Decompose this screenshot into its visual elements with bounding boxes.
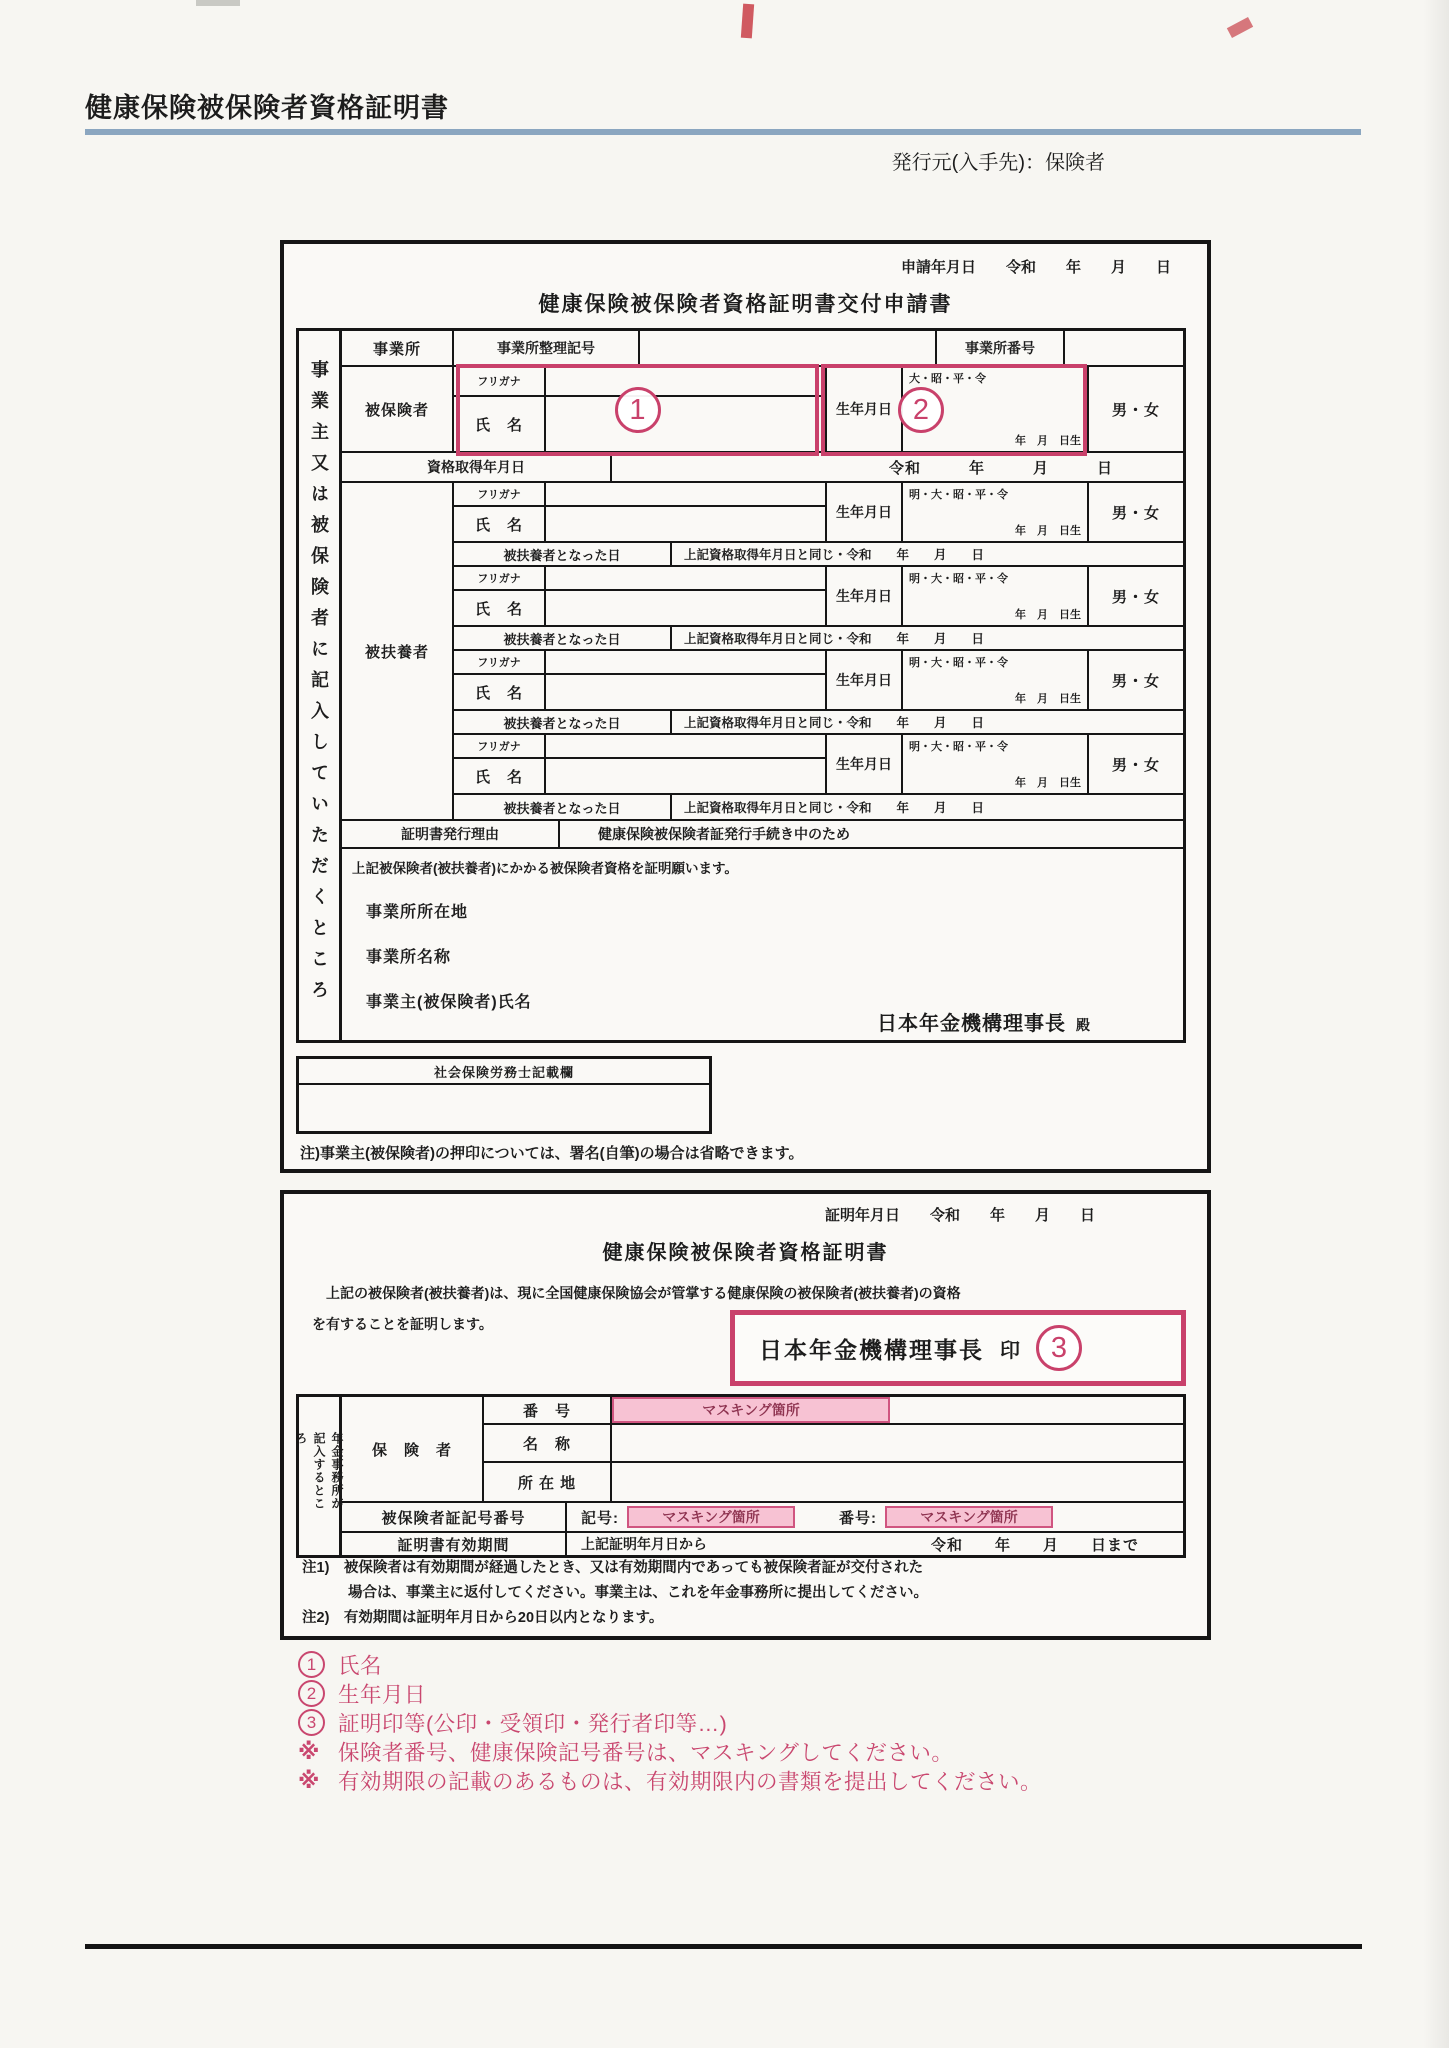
issuer-label: 発行元(入手先)：保険者 [891,152,1105,174]
office-code-label: 事業所整理記号 [454,331,640,365]
application-statement: 上記被保険者(被扶養者)にかかる被保険者資格を証明願います。 [352,861,738,876]
insurer-name-label: 名 称 [484,1425,612,1461]
legend-item: 3 証明印等(公印・受領印・発行者印等…) [298,1708,1042,1737]
dependent-became-label: 被扶養者となった日 [454,543,672,565]
office-number-label: 事業所番号 [937,331,1065,365]
application-statement-area [342,849,1183,1040]
insured-birth-era-options: 大・昭・平・令 [909,373,986,385]
certificate-form [280,1190,1211,1640]
scan-artifact [196,0,240,6]
legend-marker-1: 1 [298,1651,325,1678]
application-date-line [901,256,1171,277]
application-date-value: 令和 年 月 日 [1005,259,1171,276]
certificate-notes: 注1) 被保険者は有効期間が経過したとき、又は有効期間内であっても被保険者証が交付された 場合は、事業主に返付してください。事業主は、これを年金事務所に提出してください。 注2) 有効期間は証明年月日から20日以内となります。 [302,1560,928,1626]
insured-furigana-label: フリガナ [454,367,546,395]
application-table [296,328,1186,1043]
office-address-line: 事業所所在地 [366,904,469,921]
insured-birth-label: 生年月日 [827,367,903,451]
masking-box-insurer-number: マスキング箇所 [612,1397,890,1423]
legend-item: 2 生年月日 [298,1679,1042,1708]
labor-consultant-box [296,1056,712,1134]
legend-item: ※ 有効期限の記載のあるものは、有効期限内の書類を提出してください。 [298,1767,1043,1794]
dependent-furigana-label: フリガナ [454,483,546,505]
symbol-number-row [342,1503,1183,1533]
symbol-number-fields [567,1503,1183,1531]
circled-marker-3: 3 [1036,1325,1082,1371]
recipient-name: 日本年金機構理事長 [877,1013,1066,1035]
acquired-date-row [342,453,1183,483]
validity-row [342,1533,1183,1555]
reason-row [342,821,1183,849]
scan-artifact [741,4,754,39]
application-date-label: 申請年月日 [900,259,976,276]
dependent-block: フリガナ 氏 名 生年月日 明・大・昭・平・令 年 月 日生 男・女 被扶養者となった日 上記資格取得年月日と同じ・令和 年 月 日 [454,567,1183,651]
masking-box-bango: マスキング箇所 [885,1506,1053,1529]
dependent-name-field [546,507,825,541]
title-underline [85,129,1361,135]
certificate-date-value: 令和 年 月 日 [929,1207,1095,1224]
certificate-side-strip [294,1397,344,1555]
owner-name-line: 事業主(被保険者)氏名 [366,994,532,1011]
seal-holder: 日本年金機構理事長 [759,1336,984,1363]
office-label: 事業所 [342,331,454,365]
validity-to: 令和 年 月 日まで [930,1536,1139,1554]
legend-marker-2: 2 [298,1680,325,1707]
application-side-label: 事業主又は被保険者に記入していただくところ [309,360,329,1011]
acquired-date-label: 資格取得年月日 [342,453,612,481]
certificate-statement: 上記の被保険者(被扶養者)は、現に全国健康保険協会が管掌する健康保険の被保険者(被扶養者)の資格 を有することを証明します。 [312,1285,961,1332]
insured-name-label: 氏 名 [454,397,546,451]
insurer-number-label: 番 号 [484,1397,612,1423]
labor-consultant-field [299,1085,709,1131]
recipient-line [877,1007,1091,1036]
page-title: 健康保険被保険者資格証明書 [85,93,449,123]
scan-edge-shadow [1423,0,1449,2048]
insurer-group [342,1397,1183,1503]
certificate-date-label: 証明年月日 [824,1207,900,1224]
circled-marker-2: 2 [898,387,944,433]
insured-section-label: 被保険者 [342,367,454,451]
labor-consultant-label: 社会保険労務士記載欄 [299,1059,709,1085]
insurer-address-label: 所 在 地 [484,1463,612,1501]
acquired-date-value: 令和 年 月 日 [888,459,1113,477]
dependent-became-row: 被扶養者となった日 上記資格取得年月日と同じ・令和 年 月 日 [454,543,1183,567]
office-number-field [1065,331,1183,365]
insurer-label: 保 険 者 [342,1397,484,1501]
dependent-block: フリガナ 氏 名 生年月日 明・大・昭・平・令 年 月 日生 男・女 被扶養者となった日 上記資格取得年月日と同じ・令和 年 月 日 [454,735,1183,819]
seal-mark: 印 [1000,1339,1020,1362]
dependent-block: フリガナ 氏 名 生年月日 明・大・昭・平・令 年 月 日生 男・女 被扶養者となった日 上記資格取得年月日と同じ・令和 年 月 日 [454,651,1183,735]
insurer-address-field [612,1463,1183,1501]
legend-marker-note: ※ [298,1767,320,1793]
insured-sex-label: 男・女 [1111,401,1160,419]
insured-birth-suffix: 年 月 日生 [1015,435,1081,447]
symbol-number-label: 被保険者証記号番号 [342,1503,567,1531]
validity-label: 証明書有効期間 [342,1533,567,1555]
dependents-section [342,483,1183,821]
kigo-label: 記号: [581,1509,619,1527]
office-row [342,331,1183,367]
application-side-strip [299,331,342,1040]
certificate-title: 健康保険被保険者資格証明書 [602,1242,889,1264]
certificate-date-line [825,1204,1095,1225]
dependents-section-label: 被扶養者 [342,483,454,819]
insurer-name-field [612,1425,1183,1461]
recipient-honorific: 殿 [1076,1017,1091,1033]
reason-label: 証明書発行理由 [342,821,560,847]
dependent-birth-era-cell: 明・大・昭・平・令 年 月 日生 [903,483,1089,541]
legend-item: ※ 保険者番号、健康保険記号番号は、マスキングしてください。 [298,1738,954,1765]
bango-label: 番号: [839,1509,877,1527]
application-form-title: 健康保険被保険者資格証明書交付申請書 [538,293,953,316]
insured-row [342,367,1183,453]
legend [298,1650,1042,1795]
validity-fields [567,1533,1183,1555]
dependent-sex-label: 男・女 [1111,504,1160,522]
office-name-line: 事業所名称 [366,949,452,966]
highlight-box-name [456,364,819,456]
scan-artifact [1227,17,1253,38]
masking-box-kigo: マスキング箇所 [627,1506,795,1529]
highlight-box-birthdate [821,364,1087,456]
certificate-table [296,1394,1186,1558]
validity-from: 上記証明年月日から [581,1536,707,1552]
footer-rule [85,1944,1362,1949]
application-form [280,240,1211,1173]
dependent-name-label: 氏 名 [454,507,546,541]
office-code-field [640,331,937,365]
legend-item: 1 氏名 [298,1650,1042,1679]
legend-marker-note: ※ [298,1738,320,1764]
seal-highlight-box [730,1310,1186,1386]
legend-marker-3: 3 [298,1709,325,1736]
certificate-side-label: 年金事務所が記入するところ [294,1432,344,1510]
application-note: 注)事業主(被保険者)の押印については、署名(自筆)の場合は省略できます。 [300,1145,804,1162]
circled-marker-1: 1 [615,387,661,433]
reason-value: 健康保険被保険者証発行手続き中のため [598,826,850,842]
insurer-number-field [612,1397,1183,1423]
dependents-blocks [454,483,1183,819]
dependent-birth-label: 生年月日 [827,483,903,541]
dependent-furigana-field [546,483,825,505]
dependent-block [454,483,1183,567]
